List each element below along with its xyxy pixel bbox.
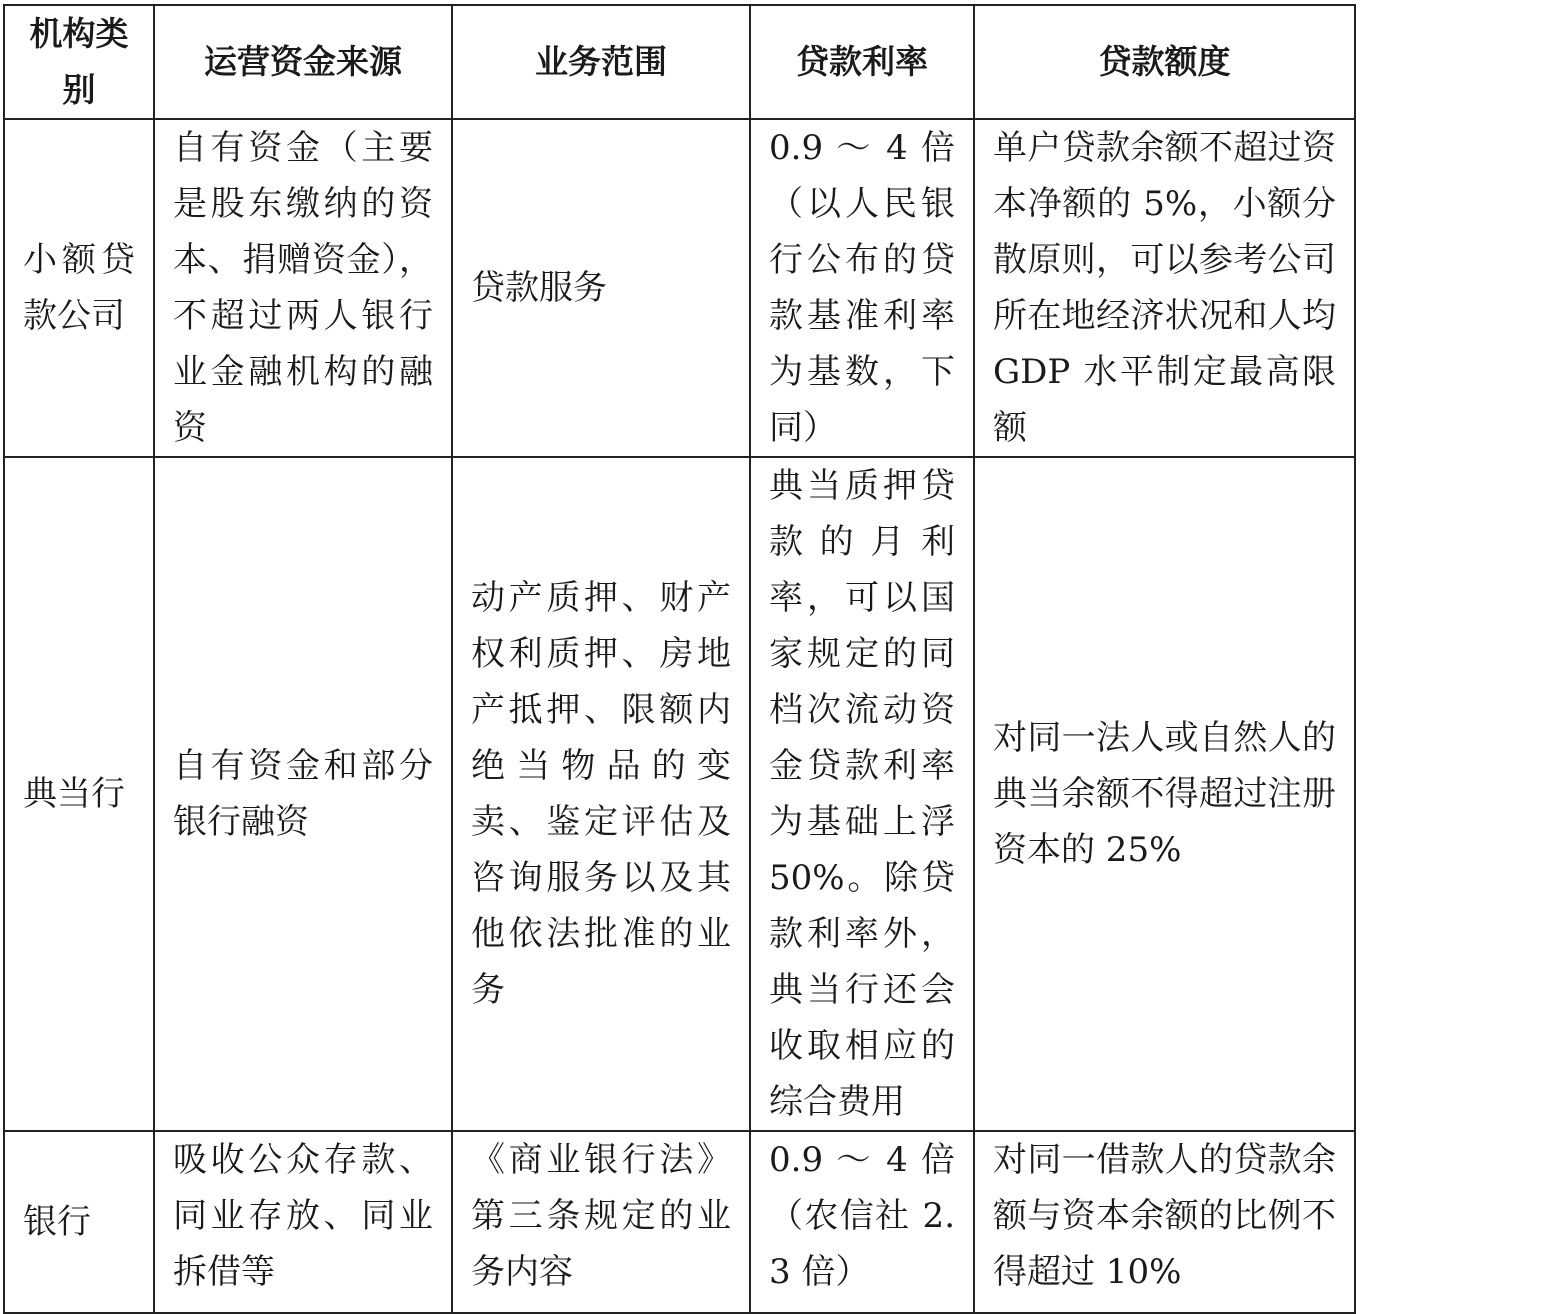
cell-loan-limit: 单户贷款余额不超过资本净额的 5%，小额分散原则，可以参考公司所在地经济状况和人均 GDP 水平制定最高限额 [974, 119, 1355, 457]
cell-fund-source: 吸收公众存款、同业存放、同业拆借等 [154, 1131, 452, 1313]
cell-business-scope: 贷款服务 [452, 119, 750, 457]
cell-fund-source: 自有资金和部分银行融资 [154, 457, 452, 1131]
cell-loan-limit: 对同一借款人的贷款余额与资本余额的比例不得超过 10% [974, 1131, 1355, 1313]
loan-institution-table [3, 4, 1356, 1314]
cell-business-scope: 动产质押、财产权利质押、房地产抵押、限额内绝当物品的变卖、鉴定评估及咨询服务以及其他依法批准的业务 [452, 457, 750, 1131]
cell-category: 银行 [4, 1131, 154, 1313]
cell-interest-rate: 0.9 ～ 4 倍（农信社 2.3 倍） [750, 1131, 974, 1313]
cell-interest-rate: 0.9 ～ 4 倍（以人民银行公布的贷款基准利率为基数，下同） [750, 119, 974, 457]
cell-category: 小额贷款公司 [4, 119, 154, 457]
header-loan-limit: 贷款额度 [974, 5, 1355, 119]
header-row [4, 5, 1355, 119]
cell-interest-rate: 典当质押贷款的月利率，可以国家规定的同档次流动资金贷款利率为基础上浮 50%。除贷款利率外，典当行还会收取相应的综合费用 [750, 457, 974, 1131]
header-category: 机构类别 [4, 5, 154, 119]
cell-fund-source: 自有资金（主要是股东缴纳的资本、捐赠资金），不超过两人银行业金融机构的融资 [154, 119, 452, 457]
table-row [4, 119, 1355, 457]
header-fund-source: 运营资金来源 [154, 5, 452, 119]
cell-business-scope: 《商业银行法》第三条规定的业务内容 [452, 1131, 750, 1313]
table-row [4, 1131, 1355, 1313]
header-business-scope: 业务范围 [452, 5, 750, 119]
header-interest-rate: 贷款利率 [750, 5, 974, 119]
cell-loan-limit: 对同一法人或自然人的典当余额不得超过注册资本的 25% [974, 457, 1355, 1131]
table-row [4, 457, 1355, 1131]
cell-category: 典当行 [4, 457, 154, 1131]
